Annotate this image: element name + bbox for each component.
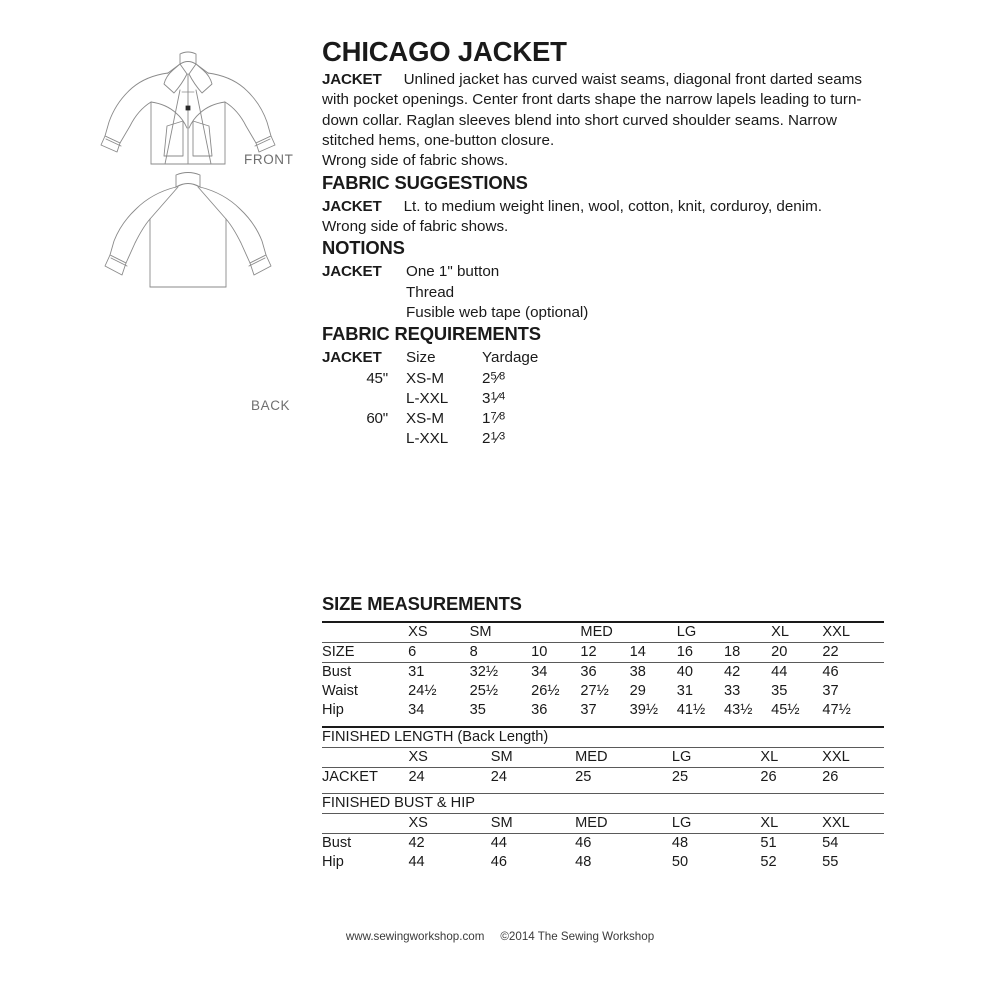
finished-bust-hip-table [322, 793, 884, 872]
cell: 42 [724, 663, 771, 683]
column-header: XXL [822, 814, 884, 834]
row-label: JACKET [322, 768, 408, 788]
cell: 37 [580, 702, 597, 718]
cell: 39½ [629, 702, 659, 718]
column-header: SM [491, 814, 575, 834]
table-row [322, 768, 884, 788]
cell: 42 [408, 834, 490, 854]
cell: 47½ [822, 702, 851, 718]
cell: 46 [822, 663, 884, 683]
column-header: XS [408, 748, 490, 768]
notions-item: One 1" button [406, 263, 500, 281]
size-group-sm: SM [470, 622, 581, 643]
cell: 46 [490, 854, 507, 870]
notions-body [322, 262, 888, 323]
size-value: 22 [822, 643, 884, 663]
row-label: Hip [322, 702, 344, 718]
finished-bust-hip-heading: FINISHED BUST & HIP [322, 794, 884, 814]
fabric-requirements-heading: FABRIC REQUIREMENTS [322, 323, 541, 345]
fabric-size-range: XS-M [406, 369, 444, 387]
finished-length-heading: FINISHED LENGTH (Back Length) [322, 727, 884, 748]
fabric-width: 60" [366, 410, 388, 428]
back-jacket-svg [88, 165, 288, 295]
fabric-suggestions-label: JACKET [322, 197, 382, 215]
fabric-requirements-size-header: Size [406, 349, 436, 367]
row-label: SIZE [322, 643, 408, 663]
table-row [322, 682, 884, 701]
table-row [322, 853, 884, 872]
fabric-size-range: L-XXL [406, 430, 449, 448]
size-value: 8 [470, 643, 532, 663]
cell: 44 [491, 834, 575, 854]
pattern-description-column [322, 38, 888, 450]
cell: 36 [531, 702, 548, 718]
table-row [322, 429, 888, 449]
cell: 24 [408, 768, 490, 788]
column-header: XL [760, 748, 822, 768]
column-header: XS [408, 814, 490, 834]
footer-copyright: ©2014 The Sewing Workshop [500, 930, 655, 943]
cell: 31 [676, 683, 694, 699]
cell: 29 [629, 683, 646, 699]
cell: 44 [408, 854, 425, 870]
table-row [322, 834, 884, 854]
cell: 24½ [408, 683, 437, 699]
size-group-med: MED [580, 622, 676, 643]
row-label: Bust [322, 834, 408, 854]
size-measurements-section [322, 593, 884, 872]
front-jacket-svg [88, 40, 288, 165]
cell: 43½ [723, 702, 753, 718]
cell: 55 [822, 854, 839, 870]
jacket-description-text: Unlined jacket has curved waist seams, diagonal front darted seams with pocket openings. Center front darts shape the narrow lapels leading to turn-down collar. Raglan sleeves blend into short curved shoulder seams. Narrow stitched hems, one-button closure. [322, 70, 862, 149]
jacket-description-extra: Wrong side of fabric shows. [322, 152, 509, 170]
size-value: 14 [630, 643, 677, 663]
cell: 45½ [771, 702, 800, 718]
table-row [322, 389, 888, 409]
cell: 38 [630, 663, 677, 683]
table-row [322, 409, 888, 429]
cell: 48 [672, 834, 761, 854]
back-view-drawing [88, 165, 291, 413]
fabric-suggestions-body [322, 197, 888, 238]
size-group-header-row [322, 622, 884, 643]
size-value: 16 [677, 643, 724, 663]
fabric-width [322, 429, 406, 449]
fabric-suggestions-extra: Wrong side of fabric shows. [322, 218, 509, 236]
fabric-yardage: $2^5⁄_8$ [482, 369, 506, 387]
notions-item: Fusible web tape (optional) [406, 304, 589, 322]
notions-heading: NOTIONS [322, 237, 405, 259]
cell: 52 [760, 854, 777, 870]
column-header: MED [575, 814, 672, 834]
fabric-size-range: L-XXL [406, 389, 449, 407]
page-title: CHICAGO JACKET [322, 36, 567, 67]
cell: 54 [822, 834, 884, 854]
column-header: XXL [822, 748, 884, 768]
finished-length-heading-row [322, 727, 884, 748]
cell: 35 [469, 702, 486, 718]
cell: 36 [580, 663, 629, 683]
cell: 24 [491, 768, 575, 788]
cell: 26½ [531, 683, 560, 699]
cell: 26 [760, 768, 822, 788]
fabric-requirements-label: JACKET [322, 349, 382, 367]
cell: 51 [760, 834, 822, 854]
column-header: XL [760, 814, 822, 834]
size-measurements-heading: SIZE MEASUREMENTS [322, 593, 522, 614]
table-row [322, 369, 888, 389]
fabric-requirements-yardage-header: Yardage [482, 349, 539, 367]
table-row [322, 701, 884, 720]
finished-bust-hip-heading-row [322, 794, 884, 814]
cell: 37 [822, 683, 839, 699]
cell: 33 [723, 683, 741, 699]
cell: 40 [677, 663, 724, 683]
footer [0, 930, 1000, 943]
table-row [322, 663, 884, 683]
size-value: 12 [580, 643, 629, 663]
cell: 41½ [676, 702, 706, 718]
row-label: Bust [322, 663, 408, 683]
back-view-label: BACK [251, 398, 291, 413]
cell: 32½ [470, 663, 532, 683]
cell: 26 [822, 768, 884, 788]
cell: 27½ [580, 683, 609, 699]
fabric-requirements-table [322, 348, 888, 449]
jacket-description [322, 70, 888, 172]
notions-item: Thread [406, 283, 455, 301]
cell: 25 [672, 768, 761, 788]
fabric-requirements-header-row [322, 348, 888, 368]
size-number-row [322, 643, 884, 663]
size-value: 6 [408, 643, 470, 663]
fabric-width [322, 389, 406, 409]
size-group-xxl: XXL [822, 622, 884, 643]
column-header: LG [672, 748, 761, 768]
finished-length-table [322, 726, 884, 787]
fabric-suggestions-text: Lt. to medium weight linen, wool, cotton, knit, corduroy, denim. [403, 197, 822, 215]
fabric-size-range: XS-M [406, 410, 444, 428]
cell: 48 [575, 854, 592, 870]
size-group-xl: XL [771, 622, 822, 643]
front-view-drawing [88, 40, 294, 170]
row-label: Hip [322, 854, 344, 870]
size-value: 20 [771, 643, 822, 663]
cell: 34 [408, 702, 425, 718]
size-group-lg: LG [677, 622, 771, 643]
front-view-label: FRONT [244, 152, 294, 167]
size-group-xs: XS [408, 622, 470, 643]
cell: 34 [531, 663, 580, 683]
column-header: SM [491, 748, 575, 768]
fabric-yardage: $3^1⁄_4$ [482, 389, 506, 407]
technical-drawings [88, 40, 308, 413]
footer-website[interactable]: www.sewingworkshop.com [345, 930, 485, 943]
fabric-yardage: $2^1⁄_3$ [482, 430, 506, 448]
row-label: Waist [322, 683, 358, 699]
notions-label: JACKET [322, 263, 382, 281]
cell: 25 [575, 768, 672, 788]
fabric-yardage: $1^7⁄_8$ [482, 410, 506, 428]
cell: 35 [771, 683, 788, 699]
column-header: LG [672, 814, 761, 834]
cell: 31 [408, 663, 470, 683]
jacket-description-label: JACKET [322, 70, 382, 88]
size-value: 18 [724, 643, 771, 663]
cell: 46 [575, 834, 672, 854]
size-measurements-table [322, 621, 884, 720]
cell: 50 [671, 854, 689, 870]
notions-item-list [404, 262, 588, 323]
cell: 25½ [469, 683, 499, 699]
fabric-width: 45" [366, 369, 388, 387]
fabric-suggestions-heading: FABRIC SUGGESTIONS [322, 171, 528, 193]
column-header: MED [575, 748, 672, 768]
finished-bust-hip-header-row [322, 814, 884, 834]
finished-length-header-row [322, 748, 884, 768]
cell: 44 [771, 663, 822, 683]
size-value: 10 [531, 643, 580, 663]
